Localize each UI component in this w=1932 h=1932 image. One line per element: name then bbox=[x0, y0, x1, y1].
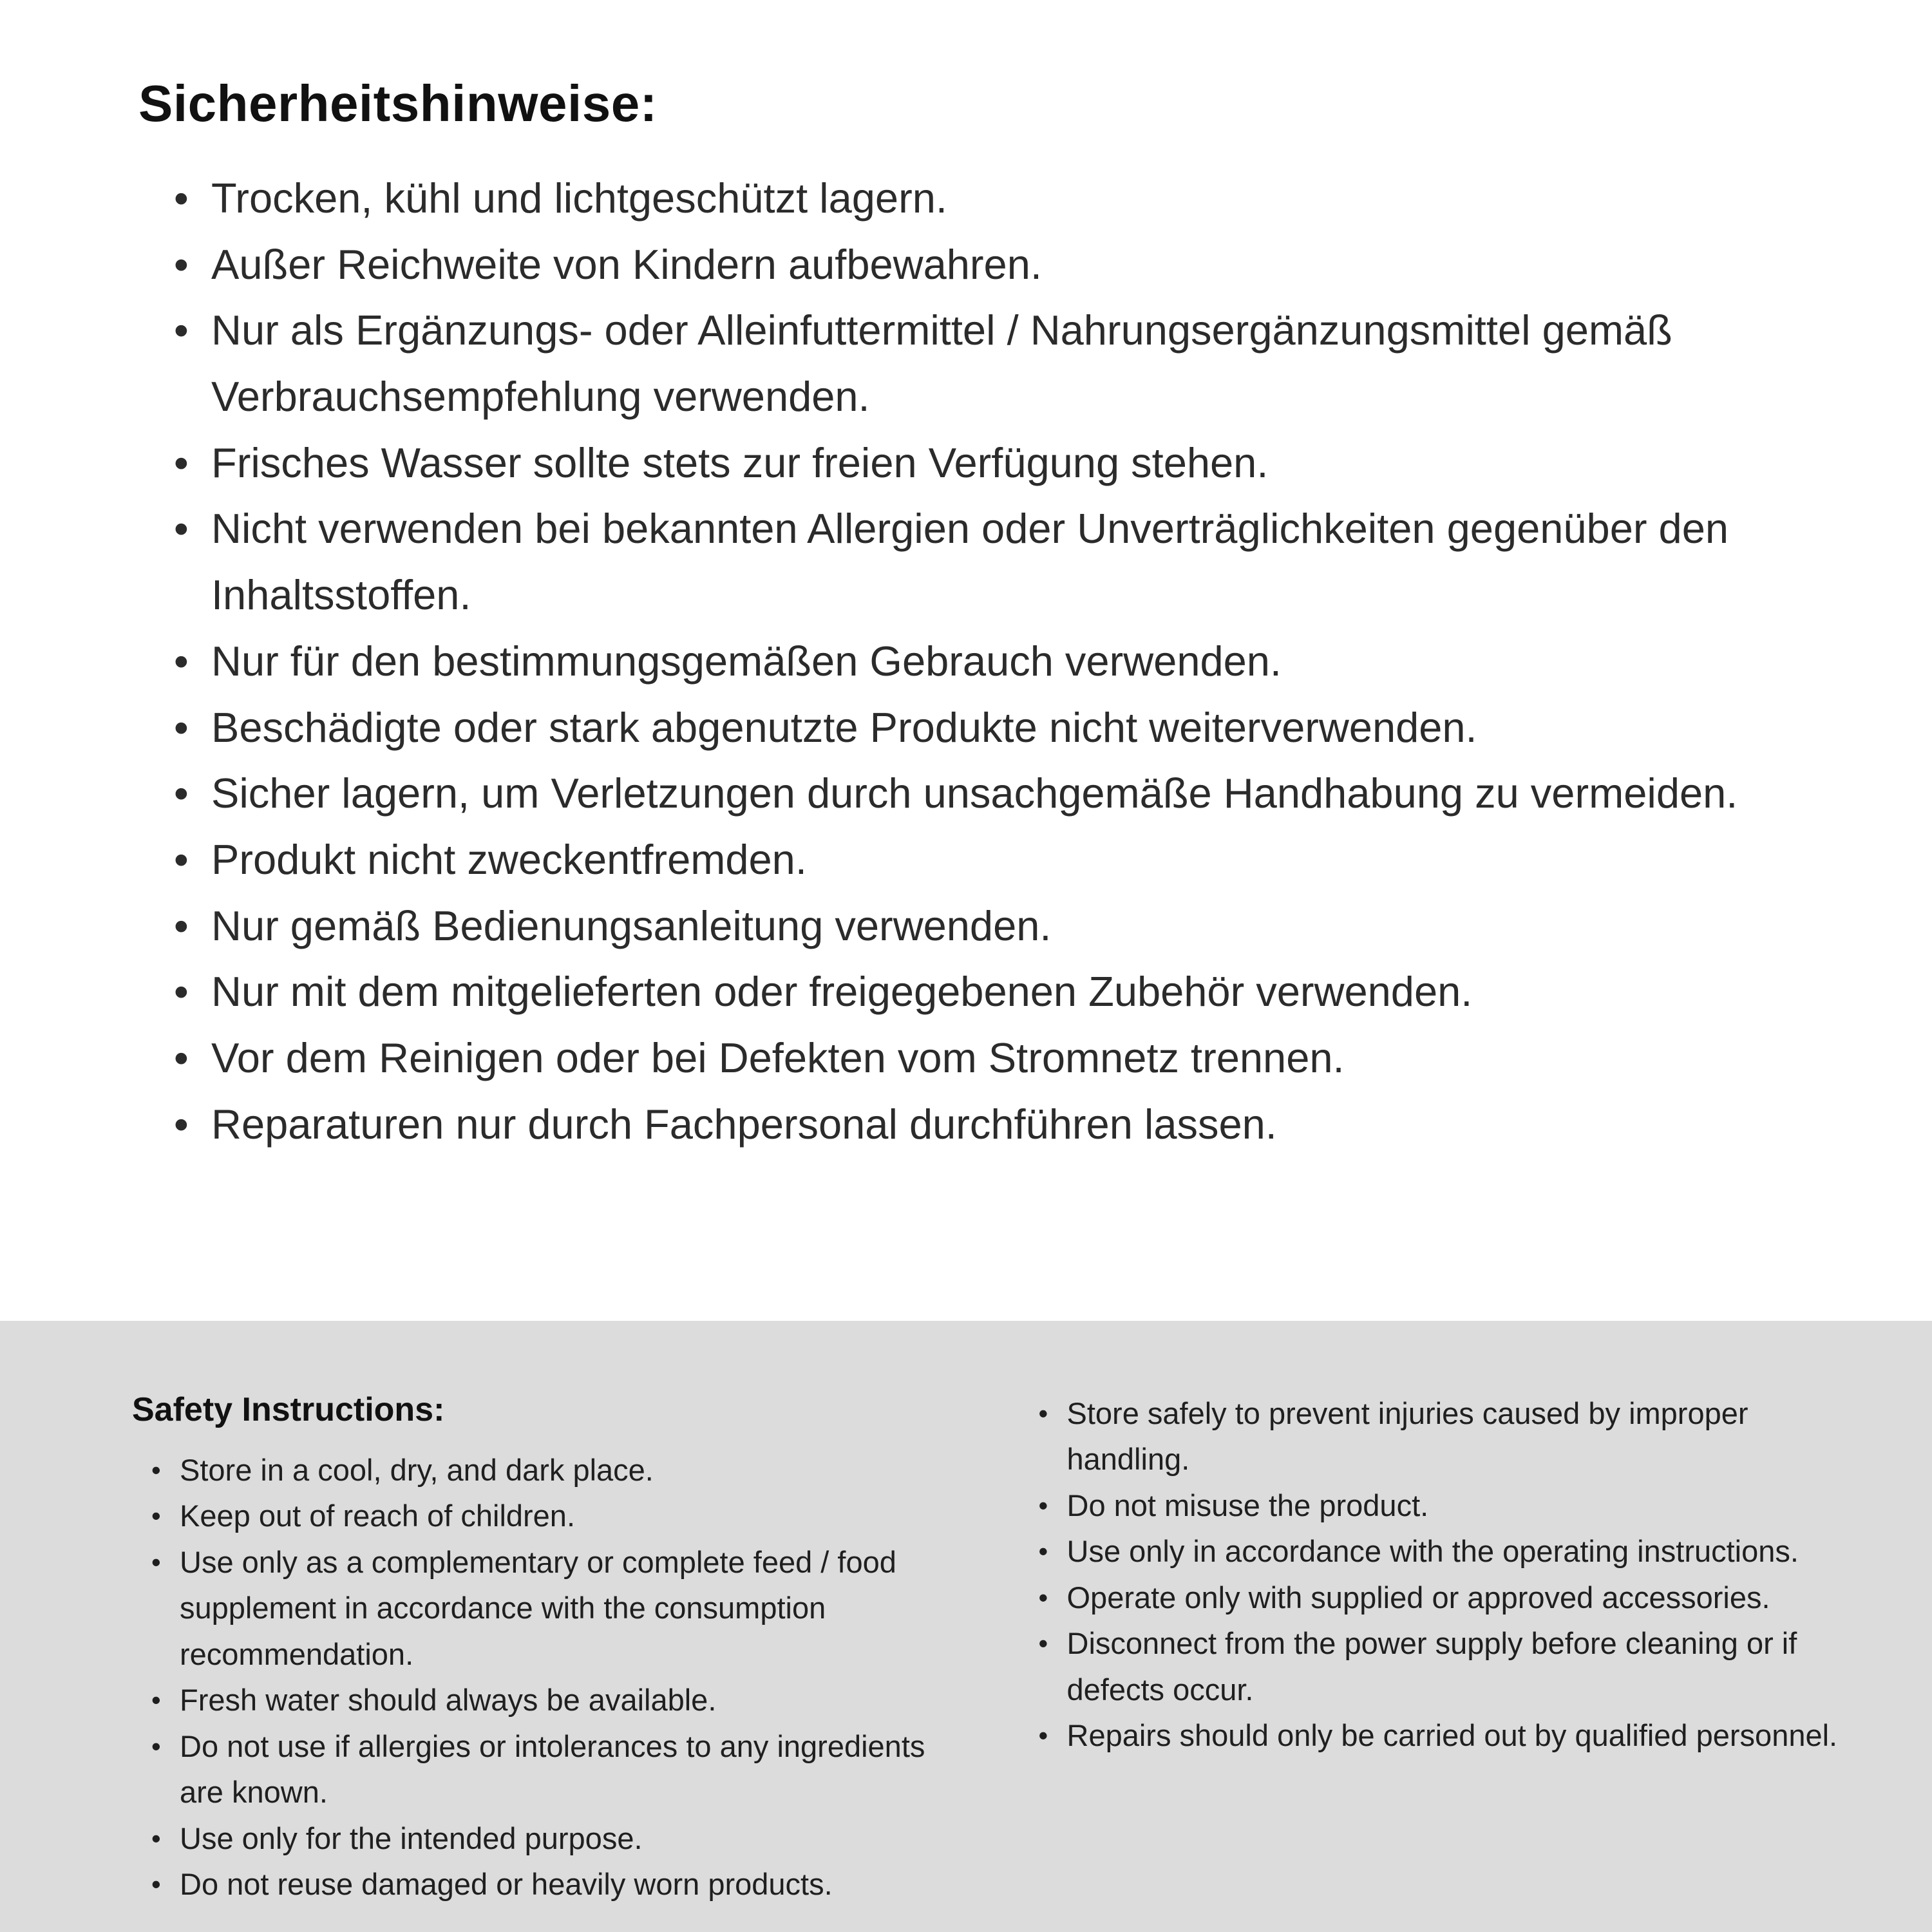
list-item: • Repairs should only be carried out by qualified personnel. bbox=[1039, 1712, 1849, 1758]
list-item: • Operate only with supplied or approved accessories. bbox=[1039, 1575, 1849, 1620]
list-item: • Keep out of reach of children. bbox=[151, 1493, 942, 1539]
english-section-title: Safety Instructions: bbox=[132, 1391, 445, 1428]
list-item: • Nur mit dem mitgelieferten oder freigegebenen Zubehör verwenden. bbox=[174, 959, 1771, 1025]
english-safety-list-right bbox=[1039, 1390, 1849, 1759]
english-right-column bbox=[1039, 1390, 1849, 1893]
list-item: • Fresh water should always be available. bbox=[151, 1677, 942, 1723]
english-left-column bbox=[132, 1390, 942, 1901]
list-item: • Beschädigte oder stark abgenutzte Produkte nicht weiterverwenden. bbox=[174, 695, 1771, 761]
list-item: • Use only in accordance with the operating instructions. bbox=[1039, 1528, 1849, 1574]
list-item: • Frisches Wasser sollte stets zur freien Verfügung stehen. bbox=[174, 430, 1771, 497]
list-item: • Nur für den bestimmungsgemäßen Gebrauch verwenden. bbox=[174, 629, 1771, 695]
list-item: • Produkt nicht zweckentfremden. bbox=[174, 827, 1771, 893]
list-item: • Do not use if allergies or intolerances to any ingredients are known. bbox=[151, 1723, 942, 1815]
list-item: • Do not misuse the product. bbox=[1039, 1482, 1849, 1528]
german-section-title: Sicherheitshinweise: bbox=[138, 75, 658, 132]
list-item: • Use only for the intended purpose. bbox=[151, 1815, 942, 1861]
english-safety-section bbox=[0, 1321, 1932, 1932]
list-item: • Nur gemäß Bedienungsanleitung verwenden. bbox=[174, 893, 1771, 960]
list-item: • Store safely to prevent injuries caused by improper handling. bbox=[1039, 1390, 1849, 1482]
list-item: • Nicht verwenden bei bekannten Allergien oder Unverträglichkeiten gegenüber den Inhaltsstoffen. bbox=[174, 496, 1771, 628]
list-item: • Trocken, kühl und lichtgeschützt lagern. bbox=[174, 166, 1771, 232]
list-item: • Reparaturen nur durch Fachpersonal durchführen lassen. bbox=[174, 1092, 1771, 1158]
list-item: • Nur als Ergänzungs- oder Alleinfuttermittel / Nahrungsergänzungsmittel gemäß Verbrauchsempfehlung verwenden. bbox=[174, 298, 1771, 430]
german-safety-list bbox=[138, 166, 1771, 1157]
list-item: • Do not reuse damaged or heavily worn products. bbox=[151, 1861, 942, 1907]
list-item: • Store in a cool, dry, and dark place. bbox=[151, 1447, 942, 1493]
list-item: • Außer Reichweite von Kindern aufbewahren. bbox=[174, 232, 1771, 298]
list-item: • Sicher lagern, um Verletzungen durch unsachgemäße Handhabung zu vermeiden. bbox=[174, 761, 1771, 827]
english-safety-list-left bbox=[132, 1447, 942, 1907]
list-item: • Vor dem Reinigen oder bei Defekten vom Stromnetz trennen. bbox=[174, 1025, 1771, 1092]
list-item: • Disconnect from the power supply before cleaning or if defects occur. bbox=[1039, 1620, 1849, 1712]
list-item: • Use only as a complementary or complete feed / food supplement in accordance with the consumption recommendation. bbox=[151, 1539, 942, 1677]
